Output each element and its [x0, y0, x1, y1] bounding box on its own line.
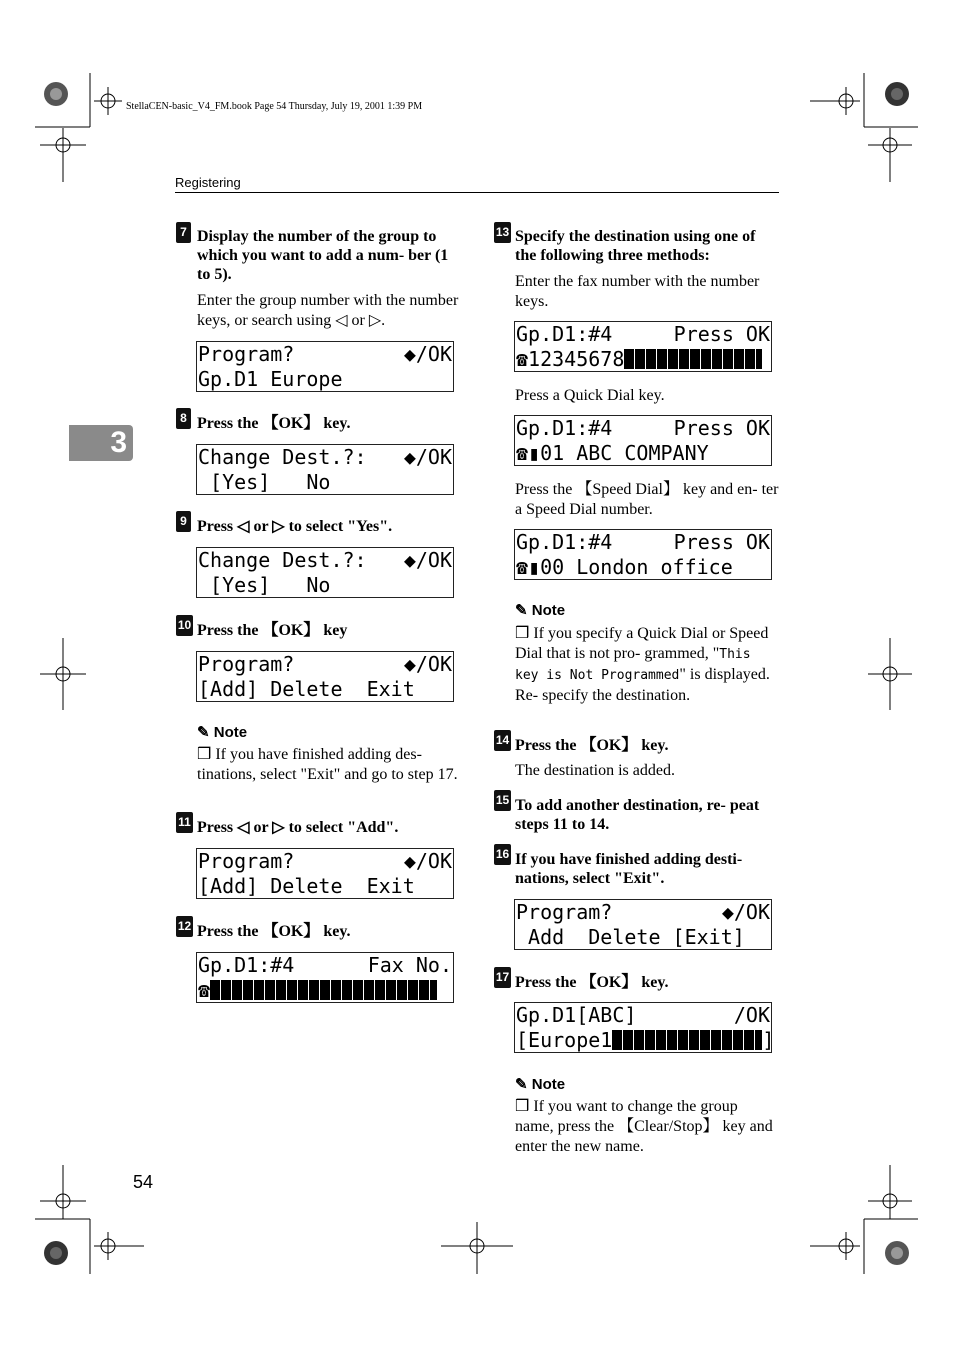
step-number: 16 — [494, 844, 511, 865]
step-title: To add another destination, re- peat steps 11 to 14. — [515, 797, 760, 833]
step-number: 14 — [494, 730, 511, 751]
step-text: The destination is added. — [515, 762, 675, 779]
lcd-line: ◆/OK — [403, 849, 452, 873]
note-text: " is displayed. Re- specify the destination. — [515, 666, 770, 704]
note-heading — [197, 723, 247, 741]
phone-icon: ☎ — [198, 978, 211, 1002]
lcd-line: ] — [762, 1028, 775, 1052]
lcd-line: Program? — [198, 652, 295, 676]
step-title: Display the number of the group to which you want to add a num- ber (1 to 5). — [197, 228, 449, 283]
lcd-display — [196, 952, 454, 1003]
lcd-line: Press OK — [673, 530, 770, 554]
step-text: Press a Quick Dial key. — [515, 387, 665, 404]
lcd-line: Gp.D1:#4 — [516, 416, 613, 440]
lcd-line: ☎▮01 ABC COMPANY — [516, 441, 709, 465]
input-cursor-blocks — [612, 1030, 762, 1050]
input-cursor-blocks — [210, 980, 437, 1000]
step-title: Press the 【OK】 key. — [515, 974, 669, 991]
step-title: Press the 【OK】 key. — [197, 415, 351, 432]
step-number: 13 — [494, 222, 511, 243]
lcd-line: ◆/OK — [721, 900, 770, 924]
lcd-line: [Add] Delete Exit — [198, 677, 415, 701]
lcd-line: ◆/OK — [403, 445, 452, 469]
lcd-display — [514, 415, 772, 466]
lcd-line: ◆/OK — [403, 342, 452, 366]
lcd-line: ☎12345678 — [516, 347, 625, 371]
lcd-line: Gp.D1:#4 — [516, 530, 613, 554]
step-text: Enter the fax number with the number keys. — [515, 273, 760, 310]
section-title: Registering — [175, 175, 241, 190]
lcd-display — [196, 651, 454, 702]
step-title: Specify the destination using one of the following three methods: — [515, 228, 756, 264]
lcd-line: Program? — [198, 849, 295, 873]
lcd-display — [196, 547, 454, 598]
note-text: ❒ If you specify a Quick Dial or Speed Dial that is not pro- grammed, " — [515, 625, 769, 662]
lcd-line: Change Dest.?: — [198, 548, 367, 572]
lcd-line: /OK — [733, 1003, 770, 1027]
lcd-display — [514, 899, 772, 950]
lcd-line: Fax No. — [367, 953, 452, 977]
lcd-line: Change Dest.?: — [198, 445, 367, 469]
lcd-line: Program? — [198, 342, 295, 366]
chapter-number: 3 — [110, 426, 127, 459]
step-number: 17 — [494, 967, 511, 988]
note-heading — [515, 1075, 565, 1093]
lcd-line: Add Delete [Exit] — [516, 925, 745, 949]
lcd-line: ◆/OK — [403, 652, 452, 676]
step-title: If you have finished adding desti- nations, select "Exit". — [515, 851, 743, 887]
step-title: Press ◁ or ▷ to select "Add". — [197, 819, 399, 836]
step-text: Press the 【Speed Dial】 key and en- ter a Speed Dial number. — [515, 481, 779, 518]
lcd-line: Press OK — [673, 416, 770, 440]
lcd-line: [Europe1 — [516, 1028, 613, 1052]
step-number: 9 — [176, 511, 191, 532]
step-title: Press ◁ or ▷ to select "Yes". — [197, 518, 393, 535]
note-body: ❒ If you have finished adding des- tinations, select "Exit" and go to step 17. — [197, 746, 458, 783]
step-text: Enter the group number with the number keys, or search using ◁ or ▷. — [197, 292, 459, 329]
step-number: 10 — [176, 615, 193, 636]
step-title: Press the 【OK】 key — [197, 622, 348, 639]
pencil-icon: ✎ — [515, 1076, 532, 1093]
header-rule — [175, 192, 779, 193]
lcd-display — [514, 529, 772, 580]
lcd-line: Gp.D1:#4 — [198, 953, 295, 977]
input-cursor-blocks — [624, 349, 762, 369]
step-number: 11 — [176, 812, 193, 833]
chapter-tab — [69, 425, 133, 461]
note-body — [515, 624, 779, 706]
lcd-display — [196, 341, 454, 392]
step-title: Press the 【OK】 key. — [515, 737, 669, 754]
lcd-line: [Yes] No — [198, 573, 331, 597]
lcd-line: ◆/OK — [403, 548, 452, 572]
note-label: Note — [531, 1076, 566, 1093]
note-label: Note — [531, 602, 566, 619]
lcd-line: [Add] Delete Exit — [198, 874, 415, 898]
pencil-icon: ✎ — [515, 602, 532, 619]
step-title: Press the 【OK】 key. — [197, 923, 351, 940]
step-number: 15 — [494, 790, 511, 811]
note-message: This key is Not Programmed — [515, 647, 751, 683]
step-number: 12 — [176, 916, 193, 937]
lcd-display — [196, 444, 454, 495]
lcd-line: Press OK — [673, 322, 770, 346]
note-body: ❒ If you want to change the group name, press the 【Clear/Stop】 key and enter the new name. — [515, 1098, 773, 1155]
lcd-display — [514, 1002, 775, 1053]
step-number: 7 — [176, 222, 191, 243]
lcd-line: [Yes] No — [198, 470, 331, 494]
lcd-display — [196, 848, 454, 899]
lcd-line: ☎▮00 London office — [516, 555, 733, 579]
lcd-line: Gp.D1[ABC] — [516, 1003, 637, 1027]
note-label: Note — [213, 724, 248, 741]
step-number: 8 — [176, 408, 191, 429]
file-info: StellaCEN-basic_V4_FM.book Page 54 Thursday, July 19, 2001 1:39 PM — [126, 101, 423, 112]
note-heading — [515, 601, 565, 619]
pencil-icon: ✎ — [197, 724, 214, 741]
lcd-line: Program? — [516, 900, 613, 924]
lcd-display — [514, 321, 772, 372]
lcd-line: Gp.D1:#4 — [516, 322, 613, 346]
page-number: 54 — [133, 1172, 154, 1192]
lcd-line: Gp.D1 Europe — [198, 367, 343, 391]
